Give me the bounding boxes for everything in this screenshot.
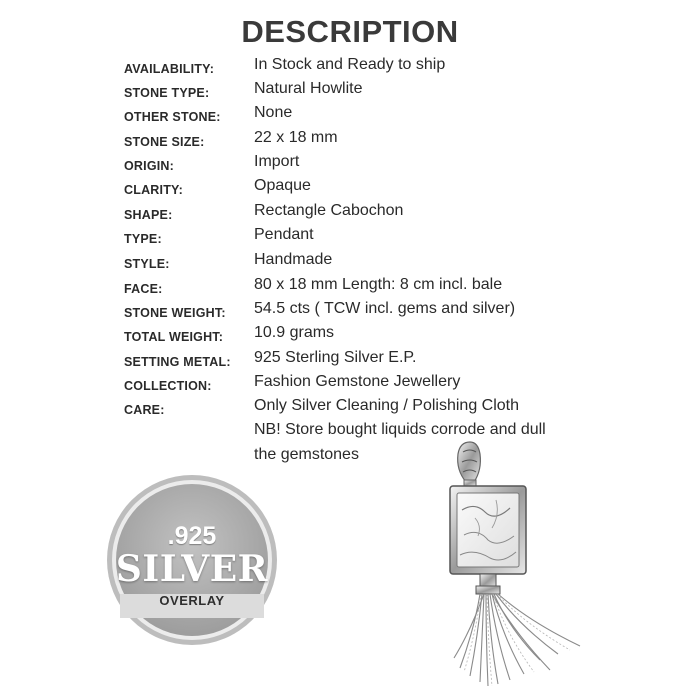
badge-purity: .925: [167, 522, 217, 550]
spec-value: Pendant: [254, 226, 314, 243]
spec-row-collection: [0, 373, 700, 397]
spec-row-origin: [0, 153, 700, 177]
spec-value: Natural Howlite: [254, 80, 363, 97]
spec-value: 925 Sterling Silver E.P.: [254, 349, 417, 366]
spec-value: Fashion Gemstone Jewellery: [254, 373, 461, 390]
spec-value: 80 x 18 mm Length: 8 cm incl. bale: [254, 276, 503, 293]
spec-label: STONE SIZE:: [124, 135, 205, 149]
spec-label: TYPE:: [124, 232, 162, 246]
spec-label: COLLECTION:: [124, 379, 212, 393]
spec-value: Opaque: [254, 177, 311, 194]
spec-row-availability: [0, 56, 700, 80]
spec-row-shape: [0, 202, 700, 226]
spec-label: STONE TYPE:: [124, 86, 210, 100]
spec-label: STYLE:: [124, 257, 170, 271]
spec-value: Rectangle Cabochon: [254, 202, 404, 219]
spec-value: 22 x 18 mm: [254, 129, 338, 146]
spec-label: SETTING METAL:: [124, 355, 231, 369]
pendant-product-image: [430, 440, 620, 695]
spec-row-clarity: [0, 177, 700, 201]
spec-label: ORIGIN:: [124, 159, 175, 173]
spec-value: None: [254, 104, 293, 121]
page-title: DESCRIPTION: [241, 14, 459, 49]
spec-value: 10.9 grams: [254, 324, 335, 341]
spec-label: OTHER STONE:: [124, 110, 221, 124]
pendant-illustration: [430, 440, 620, 695]
spec-label: TOTAL WEIGHT:: [124, 330, 224, 344]
spec-row-total-weight: [0, 324, 700, 348]
badge-metal: SILVER: [115, 548, 269, 590]
spec-value: Import: [254, 153, 300, 170]
spec-row-type: [0, 226, 700, 250]
spec-label: AVAILABILITY:: [124, 62, 215, 76]
spec-row-stone-weight: [0, 300, 700, 324]
spec-value: In Stock and Ready to ship: [254, 56, 446, 73]
care-note-text: the gemstones: [254, 446, 359, 463]
spec-row-style: [0, 251, 700, 275]
silver-overlay-badge: [106, 474, 278, 646]
spec-value: 54.5 cts ( TCW incl. gems and silver): [254, 300, 516, 317]
spec-label: CARE:: [124, 403, 165, 417]
badge-finish: OVERLAY: [159, 593, 225, 608]
spec-label: STONE WEIGHT:: [124, 306, 226, 320]
spec-value: Only Silver Cleaning / Polishing Cloth: [254, 397, 520, 414]
spec-row-setting-metal: [0, 349, 700, 373]
spec-label: FACE:: [124, 282, 163, 296]
spec-value: Handmade: [254, 251, 333, 268]
spec-row-stone-type: [0, 80, 700, 104]
spec-label: CLARITY:: [124, 183, 183, 197]
spec-row-care: [0, 397, 700, 421]
spec-row-stone-size: [0, 129, 700, 153]
spec-row-other-stone: [0, 104, 700, 128]
spec-label: SHAPE:: [124, 208, 173, 222]
spec-row-face: [0, 276, 700, 300]
care-note-text: NB! Store bought liquids corrode and dull: [254, 421, 546, 438]
